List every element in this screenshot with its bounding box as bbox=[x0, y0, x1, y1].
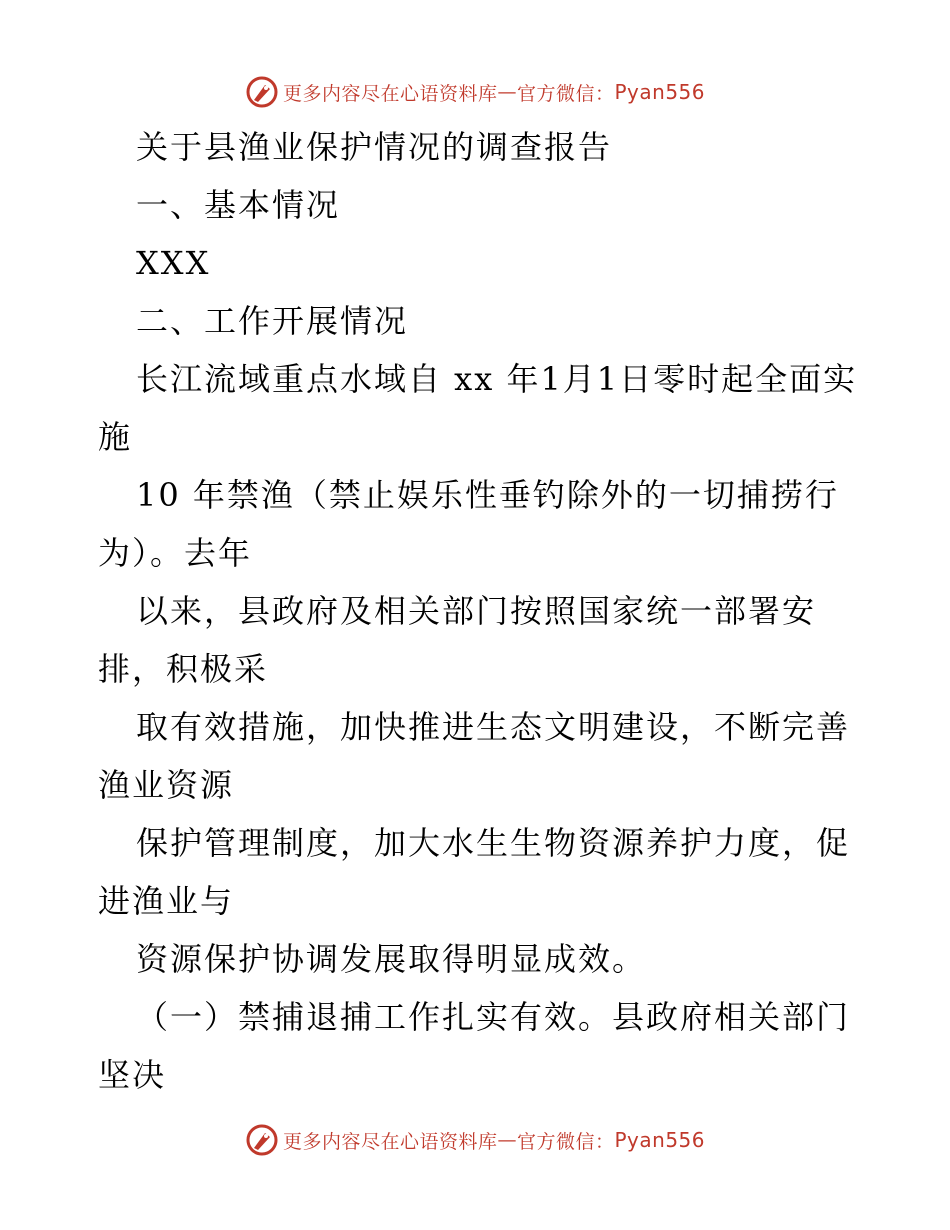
watermark-footer bbox=[0, 1120, 950, 1160]
watermark-wechat-label: 官方微信： bbox=[516, 82, 615, 105]
pen-nib-icon bbox=[245, 75, 279, 109]
watermark-wechat-label: 官方微信： bbox=[516, 1130, 615, 1153]
body-paragraph: 资源保护协调发展取得明显成效。 bbox=[136, 940, 647, 978]
body-paragraph: 长江流域重点水域自 xx 年1月1日零时起全面实施 bbox=[98, 360, 858, 456]
section-heading-work: 二、工作开展情况 bbox=[136, 302, 409, 340]
document-title: 关于县渔业保护情况的调查报告 bbox=[136, 128, 613, 166]
document-body bbox=[98, 118, 858, 1104]
watermark-wechat-id: Pyan556 bbox=[614, 80, 706, 104]
watermark-header bbox=[0, 72, 950, 112]
body-paragraph: 保护管理制度，加大水生生物资源养护力度，促进渔业与 bbox=[98, 824, 851, 920]
body-paragraph: 取有效措施，加快推进生态文明建设，不断完善渔业资源 bbox=[98, 708, 851, 804]
watermark-site: 更多内容尽在心语资料库 bbox=[282, 1130, 498, 1153]
watermark-site: 更多内容尽在心语资料库 bbox=[282, 82, 498, 105]
body-paragraph: 以来，县政府及相关部门按照国家统一部署安排，积极采 bbox=[98, 592, 817, 688]
body-paragraph: （一）禁捕退捕工作扎实有效。县政府相关部门坚决 bbox=[98, 998, 851, 1094]
section-heading-basic: 一、基本情况 bbox=[136, 186, 341, 224]
placeholder-text: XXX bbox=[136, 244, 211, 282]
watermark-wechat-id: Pyan556 bbox=[614, 1128, 706, 1152]
watermark-separator: — bbox=[497, 1129, 517, 1151]
pen-nib-icon bbox=[245, 1123, 279, 1157]
watermark-separator: — bbox=[497, 81, 517, 103]
body-paragraph: 10 年禁渔（禁止娱乐性垂钓除外的一切捕捞行为）。去年 bbox=[98, 476, 839, 572]
